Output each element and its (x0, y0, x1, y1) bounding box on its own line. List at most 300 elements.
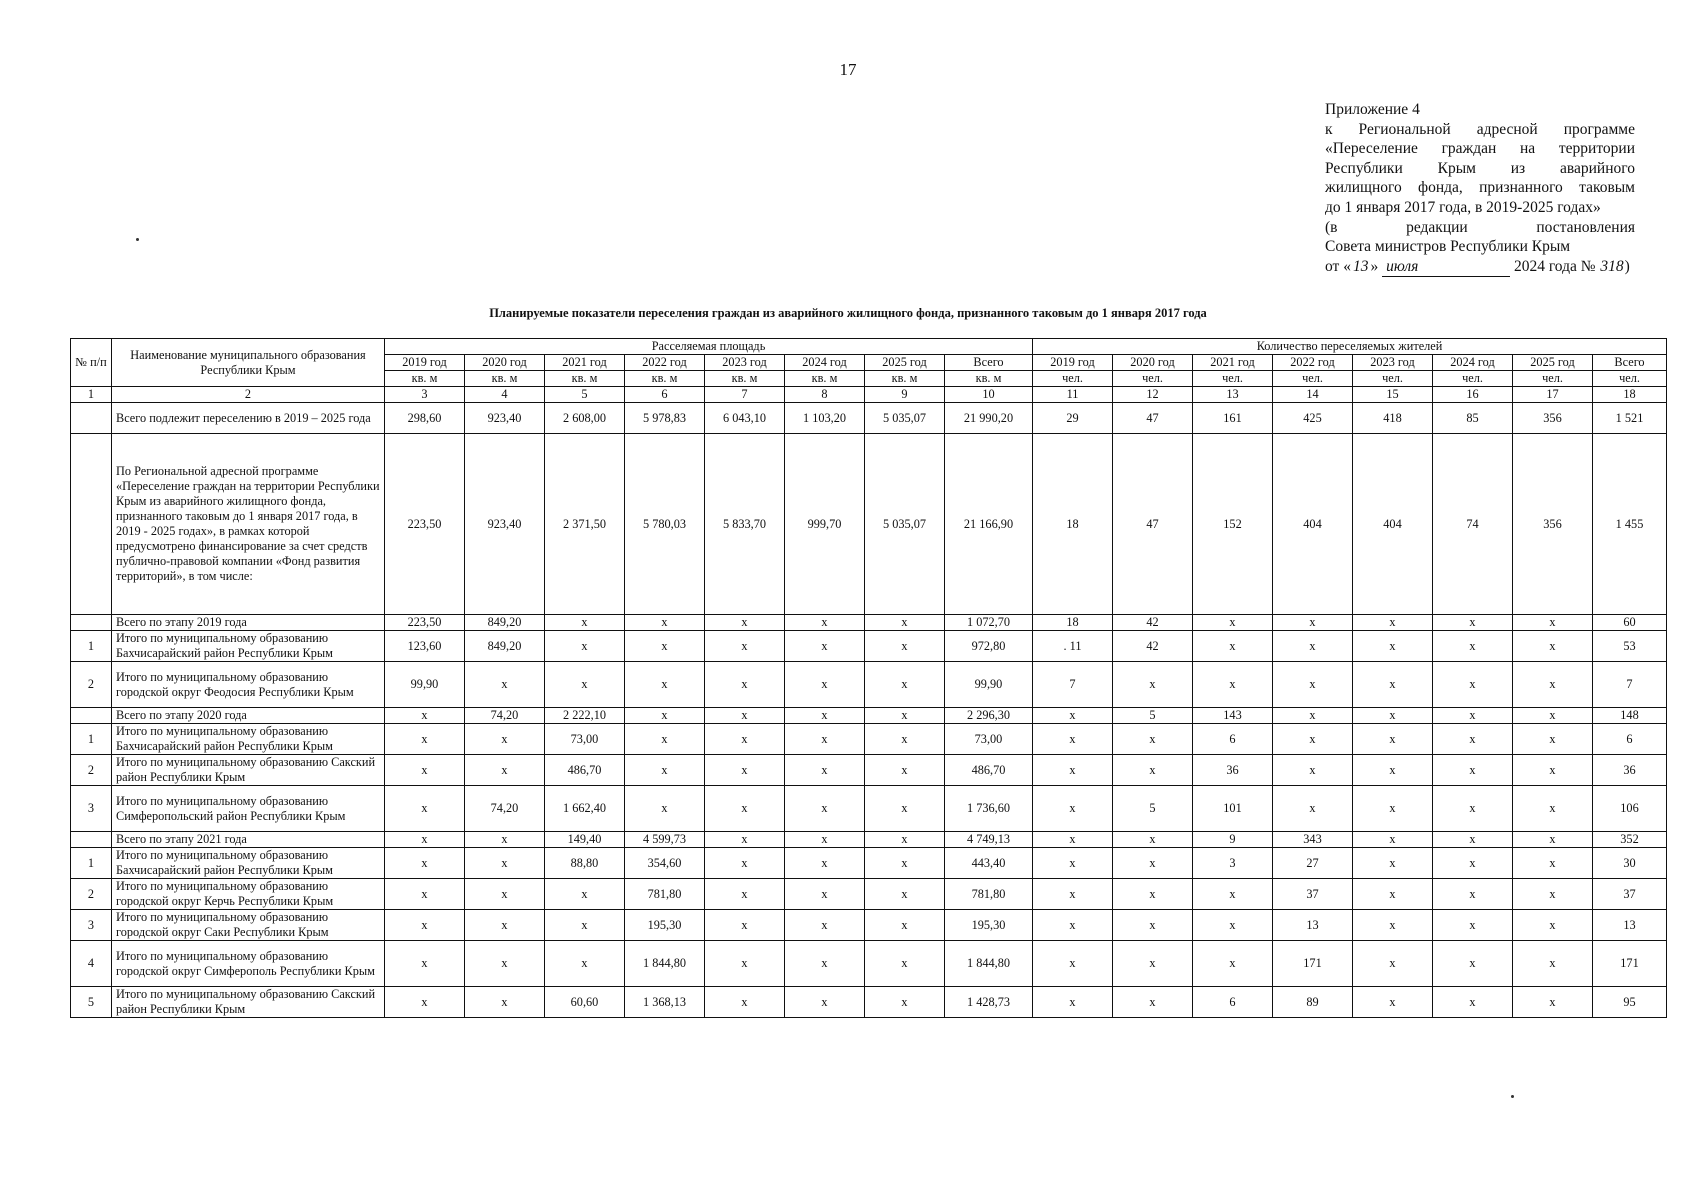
area-cell: x (465, 941, 545, 987)
row-name: Всего по этапу 2021 года (112, 832, 385, 848)
area-cell: 6 043,10 (705, 403, 785, 434)
header-unit: кв. м (865, 371, 945, 387)
header-year: Всего (1593, 355, 1667, 371)
people-cell: x (1113, 941, 1193, 987)
people-cell: x (1433, 724, 1513, 755)
area-cell: x (625, 724, 705, 755)
row-num: 3 (71, 786, 112, 832)
table-row (71, 615, 1667, 631)
area-cell: 5 978,83 (625, 403, 705, 434)
people-cell: 404 (1273, 434, 1353, 615)
people-cell: 47 (1113, 403, 1193, 434)
area-cell: x (705, 832, 785, 848)
area-cell: x (625, 755, 705, 786)
area-cell: x (545, 941, 625, 987)
column-number: 5 (545, 387, 625, 403)
header-year: 2021 год (1193, 355, 1273, 371)
people-cell: 106 (1593, 786, 1667, 832)
people-cell: x (1113, 879, 1193, 910)
people-cell: x (1193, 615, 1273, 631)
people-cell: x (1353, 910, 1433, 941)
people-cell: x (1433, 848, 1513, 879)
area-cell: x (705, 708, 785, 724)
row-num (71, 615, 112, 631)
area-cell: x (865, 848, 945, 879)
column-number: 3 (385, 387, 465, 403)
table-row (71, 987, 1667, 1018)
area-cell: x (705, 662, 785, 708)
handwritten-day: 13 (1352, 257, 1369, 275)
people-cell: 95 (1593, 987, 1667, 1018)
people-cell: x (1433, 708, 1513, 724)
area-cell: x (865, 786, 945, 832)
row-num: 5 (71, 987, 112, 1018)
appendix-note (1325, 100, 1635, 277)
people-cell: x (1433, 941, 1513, 987)
row-num (71, 832, 112, 848)
header-unit: кв. м (705, 371, 785, 387)
table-row (71, 434, 1667, 615)
area-cell: x (545, 631, 625, 662)
people-cell: 60 (1593, 615, 1667, 631)
people-cell: 143 (1193, 708, 1273, 724)
row-name: По Региональной адресной программе «Переселение граждан на территории Республики Крым из аварийного жилищного фонда, признанного таковым до 1 января 2017 года, в 2019 - 2025 годах», в рамках которой предусмотрено финансирование за счет средств публично-правовой компании «Фонд развития территорий», в том числе: (112, 434, 385, 615)
area-cell: 1 844,80 (625, 941, 705, 987)
people-cell: 18 (1033, 615, 1113, 631)
date-year: 2024 года № (1513, 257, 1596, 275)
header-year: 2022 год (625, 355, 705, 371)
header-unit: кв. м (945, 371, 1033, 387)
area-cell: x (785, 615, 865, 631)
row-name: Всего подлежит переселению в 2019 – 2025 года (112, 403, 385, 434)
people-cell: x (1513, 662, 1593, 708)
area-cell: 74,20 (465, 786, 545, 832)
area-cell: 5 833,70 (705, 434, 785, 615)
row-num: 2 (71, 879, 112, 910)
area-cell: x (865, 755, 945, 786)
people-cell: x (1273, 724, 1353, 755)
area-cell: x (785, 848, 865, 879)
area-cell: 923,40 (465, 434, 545, 615)
area-cell: x (465, 832, 545, 848)
people-cell: 356 (1513, 403, 1593, 434)
header-unit: чел. (1353, 371, 1433, 387)
area-cell: x (545, 662, 625, 708)
people-cell: x (1113, 724, 1193, 755)
people-cell: x (1273, 755, 1353, 786)
table-title: Планируемые показатели переселения граждан из аварийного жилищного фонда, признанного таковым до 1 января 2017 года (489, 306, 1207, 320)
table-row (71, 662, 1667, 708)
area-cell: x (785, 786, 865, 832)
area-cell: 999,70 (785, 434, 865, 615)
area-cell: 1 103,20 (785, 403, 865, 434)
people-cell: 37 (1273, 879, 1353, 910)
handwritten-number: 318 (1600, 257, 1624, 275)
people-cell: 356 (1513, 434, 1593, 615)
table-row (71, 879, 1667, 910)
people-cell: x (1193, 910, 1273, 941)
area-cell: x (705, 879, 785, 910)
area-cell: 5 035,07 (865, 434, 945, 615)
area-cell: 923,40 (465, 403, 545, 434)
people-cell: x (1033, 755, 1113, 786)
people-cell: 6 (1593, 724, 1667, 755)
people-cell: 27 (1273, 848, 1353, 879)
area-cell: 60,60 (545, 987, 625, 1018)
area-cell: x (465, 755, 545, 786)
header-name: Наименование муниципального образования Республики Крым (112, 339, 385, 387)
people-cell: x (1433, 832, 1513, 848)
row-num (71, 403, 112, 434)
people-cell: x (1513, 910, 1593, 941)
header-year: 2023 год (705, 355, 785, 371)
header-unit: чел. (1513, 371, 1593, 387)
area-cell: x (465, 848, 545, 879)
appendix-line: к Региональной адресной программе (1325, 120, 1635, 138)
table-row (71, 708, 1667, 724)
header-year: 2020 год (1113, 355, 1193, 371)
row-num: 1 (71, 724, 112, 755)
people-cell: 1 455 (1593, 434, 1667, 615)
area-cell: 74,20 (465, 708, 545, 724)
people-cell: x (1513, 987, 1593, 1018)
area-cell: x (785, 631, 865, 662)
people-cell: x (1433, 786, 1513, 832)
area-cell: 1 072,70 (945, 615, 1033, 631)
area-cell: x (865, 724, 945, 755)
header-area-group: Расселяемая площадь (385, 339, 1033, 355)
people-cell: x (1113, 848, 1193, 879)
area-cell: x (705, 724, 785, 755)
people-cell: 53 (1593, 631, 1667, 662)
area-cell: 223,50 (385, 615, 465, 631)
people-cell: x (1353, 755, 1433, 786)
area-cell: x (865, 708, 945, 724)
table-row (71, 631, 1667, 662)
handwritten-month: июля (1382, 257, 1510, 278)
people-cell: x (1033, 879, 1113, 910)
people-cell: 148 (1593, 708, 1667, 724)
people-cell: 36 (1593, 755, 1667, 786)
people-cell: x (1433, 615, 1513, 631)
area-cell: 2 296,30 (945, 708, 1033, 724)
area-cell: x (705, 631, 785, 662)
people-cell: x (1273, 615, 1353, 631)
area-cell: 149,40 (545, 832, 625, 848)
row-name: Итого по муниципальному образованию Бахчисарайский район Республики Крым (112, 724, 385, 755)
area-cell: 99,90 (385, 662, 465, 708)
row-name: Всего по этапу 2019 года (112, 615, 385, 631)
area-cell: x (705, 987, 785, 1018)
people-cell: x (1513, 724, 1593, 755)
people-cell: x (1113, 832, 1193, 848)
people-cell: 171 (1273, 941, 1353, 987)
people-cell: 152 (1193, 434, 1273, 615)
people-cell: 7 (1593, 662, 1667, 708)
scan-dot (1511, 1095, 1514, 1098)
people-cell: 6 (1193, 987, 1273, 1018)
people-cell: 42 (1113, 631, 1193, 662)
people-cell: 47 (1113, 434, 1193, 615)
area-cell: x (465, 987, 545, 1018)
people-cell: x (1513, 848, 1593, 879)
people-cell: 30 (1593, 848, 1667, 879)
table-row (71, 755, 1667, 786)
column-number: 17 (1513, 387, 1593, 403)
header-num: № п/п (71, 339, 112, 387)
area-cell: 486,70 (945, 755, 1033, 786)
area-cell: x (705, 755, 785, 786)
table-row (71, 403, 1667, 434)
people-cell: x (1353, 941, 1433, 987)
people-cell: x (1433, 662, 1513, 708)
header-year: 2024 год (785, 355, 865, 371)
area-cell: x (785, 941, 865, 987)
appendix-line: (в редакции постановления (1325, 218, 1635, 236)
area-cell: x (545, 879, 625, 910)
people-cell: x (1193, 631, 1273, 662)
page-number: 17 (839, 60, 857, 79)
people-cell: x (1513, 879, 1593, 910)
appendix-line: до 1 января 2017 года, в 2019-2025 годах» (1325, 198, 1601, 216)
date-mid: » (1370, 257, 1383, 275)
area-cell: 972,80 (945, 631, 1033, 662)
appendix-date-line (1325, 257, 1635, 278)
area-cell: 849,20 (465, 631, 545, 662)
area-cell: 21 166,90 (945, 434, 1033, 615)
column-number: 9 (865, 387, 945, 403)
people-cell: 5 (1113, 786, 1193, 832)
row-num: 1 (71, 848, 112, 879)
row-name: Итого по муниципальному образованию городской округ Керчь Республики Крым (112, 879, 385, 910)
area-cell: x (705, 941, 785, 987)
people-cell: 89 (1273, 987, 1353, 1018)
people-cell: 18 (1033, 434, 1113, 615)
header-year: 2022 год (1273, 355, 1353, 371)
area-cell: x (785, 987, 865, 1018)
people-cell: 37 (1593, 879, 1667, 910)
people-cell: x (1433, 879, 1513, 910)
header-unit: чел. (1113, 371, 1193, 387)
column-number: 10 (945, 387, 1033, 403)
people-cell: x (1033, 941, 1113, 987)
area-cell: x (625, 662, 705, 708)
header-unit: чел. (1273, 371, 1353, 387)
people-cell: x (1033, 910, 1113, 941)
header-unit: чел. (1593, 371, 1667, 387)
people-cell: x (1033, 786, 1113, 832)
area-cell: x (465, 910, 545, 941)
column-number: 18 (1593, 387, 1667, 403)
area-cell: 223,50 (385, 434, 465, 615)
column-number: 12 (1113, 387, 1193, 403)
row-num: 2 (71, 755, 112, 786)
area-cell: x (705, 910, 785, 941)
area-cell: 195,30 (625, 910, 705, 941)
area-cell: 4 749,13 (945, 832, 1033, 848)
row-name: Итого по муниципальному образованию городской округ Феодосия Республики Крым (112, 662, 385, 708)
area-cell: x (865, 910, 945, 941)
appendix-line: «Переселение граждан на территории (1325, 140, 1635, 158)
appendix-line: жилищного фонда, признанного таковым (1325, 179, 1635, 197)
people-cell: 404 (1353, 434, 1433, 615)
table-row (71, 941, 1667, 987)
people-cell: x (1433, 755, 1513, 786)
row-name: Итого по муниципальному образованию городской округ Саки Республики Крым (112, 910, 385, 941)
header-year: 2021 год (545, 355, 625, 371)
area-cell: x (625, 786, 705, 832)
scan-dot (136, 238, 139, 241)
area-cell: 849,20 (465, 615, 545, 631)
header-year: 2019 год (385, 355, 465, 371)
row-name: Итого по муниципальному образованию Бахчисарайский район Республики Крым (112, 631, 385, 662)
area-cell: x (625, 708, 705, 724)
area-cell: x (865, 832, 945, 848)
column-number: 13 (1193, 387, 1273, 403)
area-cell: 2 371,50 (545, 434, 625, 615)
area-cell: x (385, 848, 465, 879)
people-cell: x (1113, 987, 1193, 1018)
header-year: 2023 год (1353, 355, 1433, 371)
area-cell: x (785, 724, 865, 755)
people-cell: x (1353, 832, 1433, 848)
row-num: 3 (71, 910, 112, 941)
people-cell: 171 (1593, 941, 1667, 987)
area-cell: x (785, 708, 865, 724)
column-number: 8 (785, 387, 865, 403)
row-name: Итого по муниципальному образованию Симферопольский район Республики Крым (112, 786, 385, 832)
people-cell: x (1433, 631, 1513, 662)
appendix-line: Совета министров Республики Крым (1325, 238, 1571, 256)
people-cell: x (1113, 910, 1193, 941)
table-row (71, 724, 1667, 755)
people-cell: x (1513, 708, 1593, 724)
header-unit: кв. м (385, 371, 465, 387)
column-number: 14 (1273, 387, 1353, 403)
area-cell: 1 428,73 (945, 987, 1033, 1018)
area-cell: x (705, 848, 785, 879)
header-unit: чел. (1033, 371, 1113, 387)
people-cell: x (1193, 662, 1273, 708)
row-name: Итого по муниципальному образованию Бахчисарайский район Республики Крым (112, 848, 385, 879)
date-close: ) (1624, 257, 1630, 275)
appendix-line: Приложение 4 (1325, 101, 1420, 118)
area-cell: x (865, 615, 945, 631)
area-cell: 21 990,20 (945, 403, 1033, 434)
row-name: Итого по муниципальному образованию Сакский район Республики Крым (112, 755, 385, 786)
column-number: 7 (705, 387, 785, 403)
header-year: 2025 год (865, 355, 945, 371)
header-unit: кв. м (545, 371, 625, 387)
area-cell: x (385, 910, 465, 941)
row-num (71, 434, 112, 615)
area-cell: 443,40 (945, 848, 1033, 879)
table-row (71, 848, 1667, 879)
table-row (71, 910, 1667, 941)
column-number: 15 (1353, 387, 1433, 403)
people-cell: x (1113, 662, 1193, 708)
row-name: Итого по муниципальному образованию Сакский район Республики Крым (112, 987, 385, 1018)
people-cell: x (1353, 786, 1433, 832)
people-cell: x (1353, 879, 1433, 910)
area-cell: x (465, 879, 545, 910)
column-number: 6 (625, 387, 705, 403)
area-cell: 2 608,00 (545, 403, 625, 434)
area-cell: x (545, 910, 625, 941)
header-unit: чел. (1193, 371, 1273, 387)
people-cell: x (1193, 879, 1273, 910)
area-cell: 73,00 (945, 724, 1033, 755)
people-cell: x (1433, 910, 1513, 941)
people-cell: x (1033, 724, 1113, 755)
row-num: 1 (71, 631, 112, 662)
header-unit: кв. м (465, 371, 545, 387)
people-cell: x (1273, 662, 1353, 708)
people-cell: x (1113, 755, 1193, 786)
area-cell: 1 844,80 (945, 941, 1033, 987)
people-cell: 3 (1193, 848, 1273, 879)
people-cell: 6 (1193, 724, 1273, 755)
header-year: Всего (945, 355, 1033, 371)
area-cell: x (465, 724, 545, 755)
area-cell: x (785, 755, 865, 786)
people-cell: x (1513, 941, 1593, 987)
area-cell: x (465, 662, 545, 708)
area-cell: 486,70 (545, 755, 625, 786)
people-cell: x (1513, 631, 1593, 662)
row-num: 4 (71, 941, 112, 987)
people-cell: x (1033, 708, 1113, 724)
people-cell: x (1513, 615, 1593, 631)
people-cell: 5 (1113, 708, 1193, 724)
area-cell: x (865, 631, 945, 662)
people-cell: 9 (1193, 832, 1273, 848)
people-cell: 425 (1273, 403, 1353, 434)
people-cell: x (1513, 755, 1593, 786)
people-cell: . 11 (1033, 631, 1113, 662)
area-cell: x (385, 987, 465, 1018)
people-cell: 85 (1433, 403, 1513, 434)
area-cell: x (865, 662, 945, 708)
table-row (71, 832, 1667, 848)
people-cell: 36 (1193, 755, 1273, 786)
people-cell: x (1353, 708, 1433, 724)
area-cell: x (785, 832, 865, 848)
header-year: 2020 год (465, 355, 545, 371)
area-cell: 88,80 (545, 848, 625, 879)
area-cell: x (705, 786, 785, 832)
people-cell: 352 (1593, 832, 1667, 848)
table-row (71, 786, 1667, 832)
area-cell: x (545, 615, 625, 631)
area-cell: x (785, 879, 865, 910)
resettlement-table (70, 338, 1667, 1018)
area-cell: x (385, 708, 465, 724)
area-cell: 354,60 (625, 848, 705, 879)
area-cell: 99,90 (945, 662, 1033, 708)
area-cell: x (385, 755, 465, 786)
area-cell: x (865, 941, 945, 987)
area-cell: x (865, 879, 945, 910)
people-cell: x (1033, 832, 1113, 848)
area-cell: 5 780,03 (625, 434, 705, 615)
people-cell: 42 (1113, 615, 1193, 631)
area-cell: x (865, 987, 945, 1018)
area-cell: x (785, 662, 865, 708)
area-cell: x (385, 724, 465, 755)
area-cell: x (625, 615, 705, 631)
people-cell: x (1353, 662, 1433, 708)
